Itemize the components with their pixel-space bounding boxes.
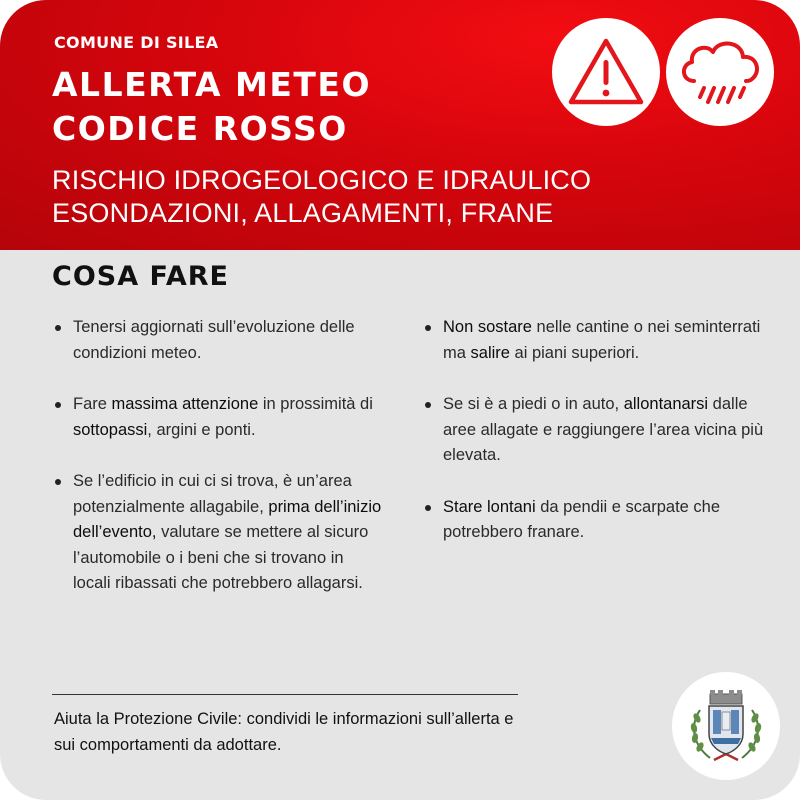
alert-header [0, 0, 800, 250]
alert-title-line: CODICE ROSSO [52, 109, 348, 148]
instruction-text: in prossimità di [258, 395, 373, 413]
instruction-item [425, 495, 765, 546]
instruction-text: Fare [73, 395, 112, 413]
instruction-text: , argini e ponti. [147, 420, 256, 439]
instruction-item [425, 315, 765, 366]
municipality-name: COMUNE DI SILEA [54, 33, 219, 52]
alert-subtitle [52, 164, 591, 230]
instruction-emphasis: salire [470, 343, 510, 362]
instruction-text: Se si è a piedi o in auto, [443, 395, 624, 413]
instruction-item [55, 315, 385, 366]
footer-note: Aiuta la Protezione Civile: condividi le informazioni sull’allerta e sui comportamenti da adottare. [54, 710, 514, 754]
alert-subtitle-line: RISCHIO IDROGEOLOGICO E IDRAULICO [52, 165, 592, 195]
alert-subtitle-line: ESONDAZIONI, ALLAGAMENTI, FRANE [52, 198, 554, 228]
instruction-emphasis: Non sostare [443, 318, 532, 336]
warning-triangle-icon [552, 18, 660, 126]
instructions-left-column [55, 315, 385, 597]
instruction-text: dalle aree allagate e raggiungere l’area vicina più elevata. [443, 395, 764, 464]
municipal-crest-icon [672, 672, 780, 780]
section-title: COSA FARE [52, 261, 229, 292]
instruction-emphasis: Stare lontani [443, 497, 536, 516]
instruction-item [425, 392, 765, 469]
instruction-text: da pendii e scarpate che potrebbero franare. [443, 497, 721, 541]
alert-title-line: ALLERTA METEO [52, 65, 372, 104]
instruction-text: nelle cantine o nei seminterrati ma [443, 318, 761, 362]
instruction-text: Tenersi aggiornati sull’evoluzione delle condizioni meteo. [73, 318, 355, 362]
instruction-text: Se l’edificio in cui ci si trova, è un’area potenzialmente allagabile, [73, 472, 352, 516]
instruction-emphasis: sottopassi [73, 420, 148, 439]
instruction-text: ai piani superiori. [509, 343, 640, 362]
instruction-emphasis: allontanarsi [623, 395, 709, 413]
alert-title [52, 63, 371, 151]
instruction-emphasis: prima dell’inizio dell’evento, [73, 497, 382, 541]
instructions-right-column [425, 315, 765, 546]
instruction-item [55, 392, 385, 443]
footer-divider [52, 694, 518, 695]
instruction-text: valutare se mettere al sicuro l’automobile o i beni che si trovano in locali ribassati che potrebbero allagarsi. [73, 523, 369, 592]
rain-cloud-icon [666, 18, 774, 126]
instruction-item [55, 469, 385, 597]
instruction-emphasis: massima attenzione [111, 395, 259, 413]
